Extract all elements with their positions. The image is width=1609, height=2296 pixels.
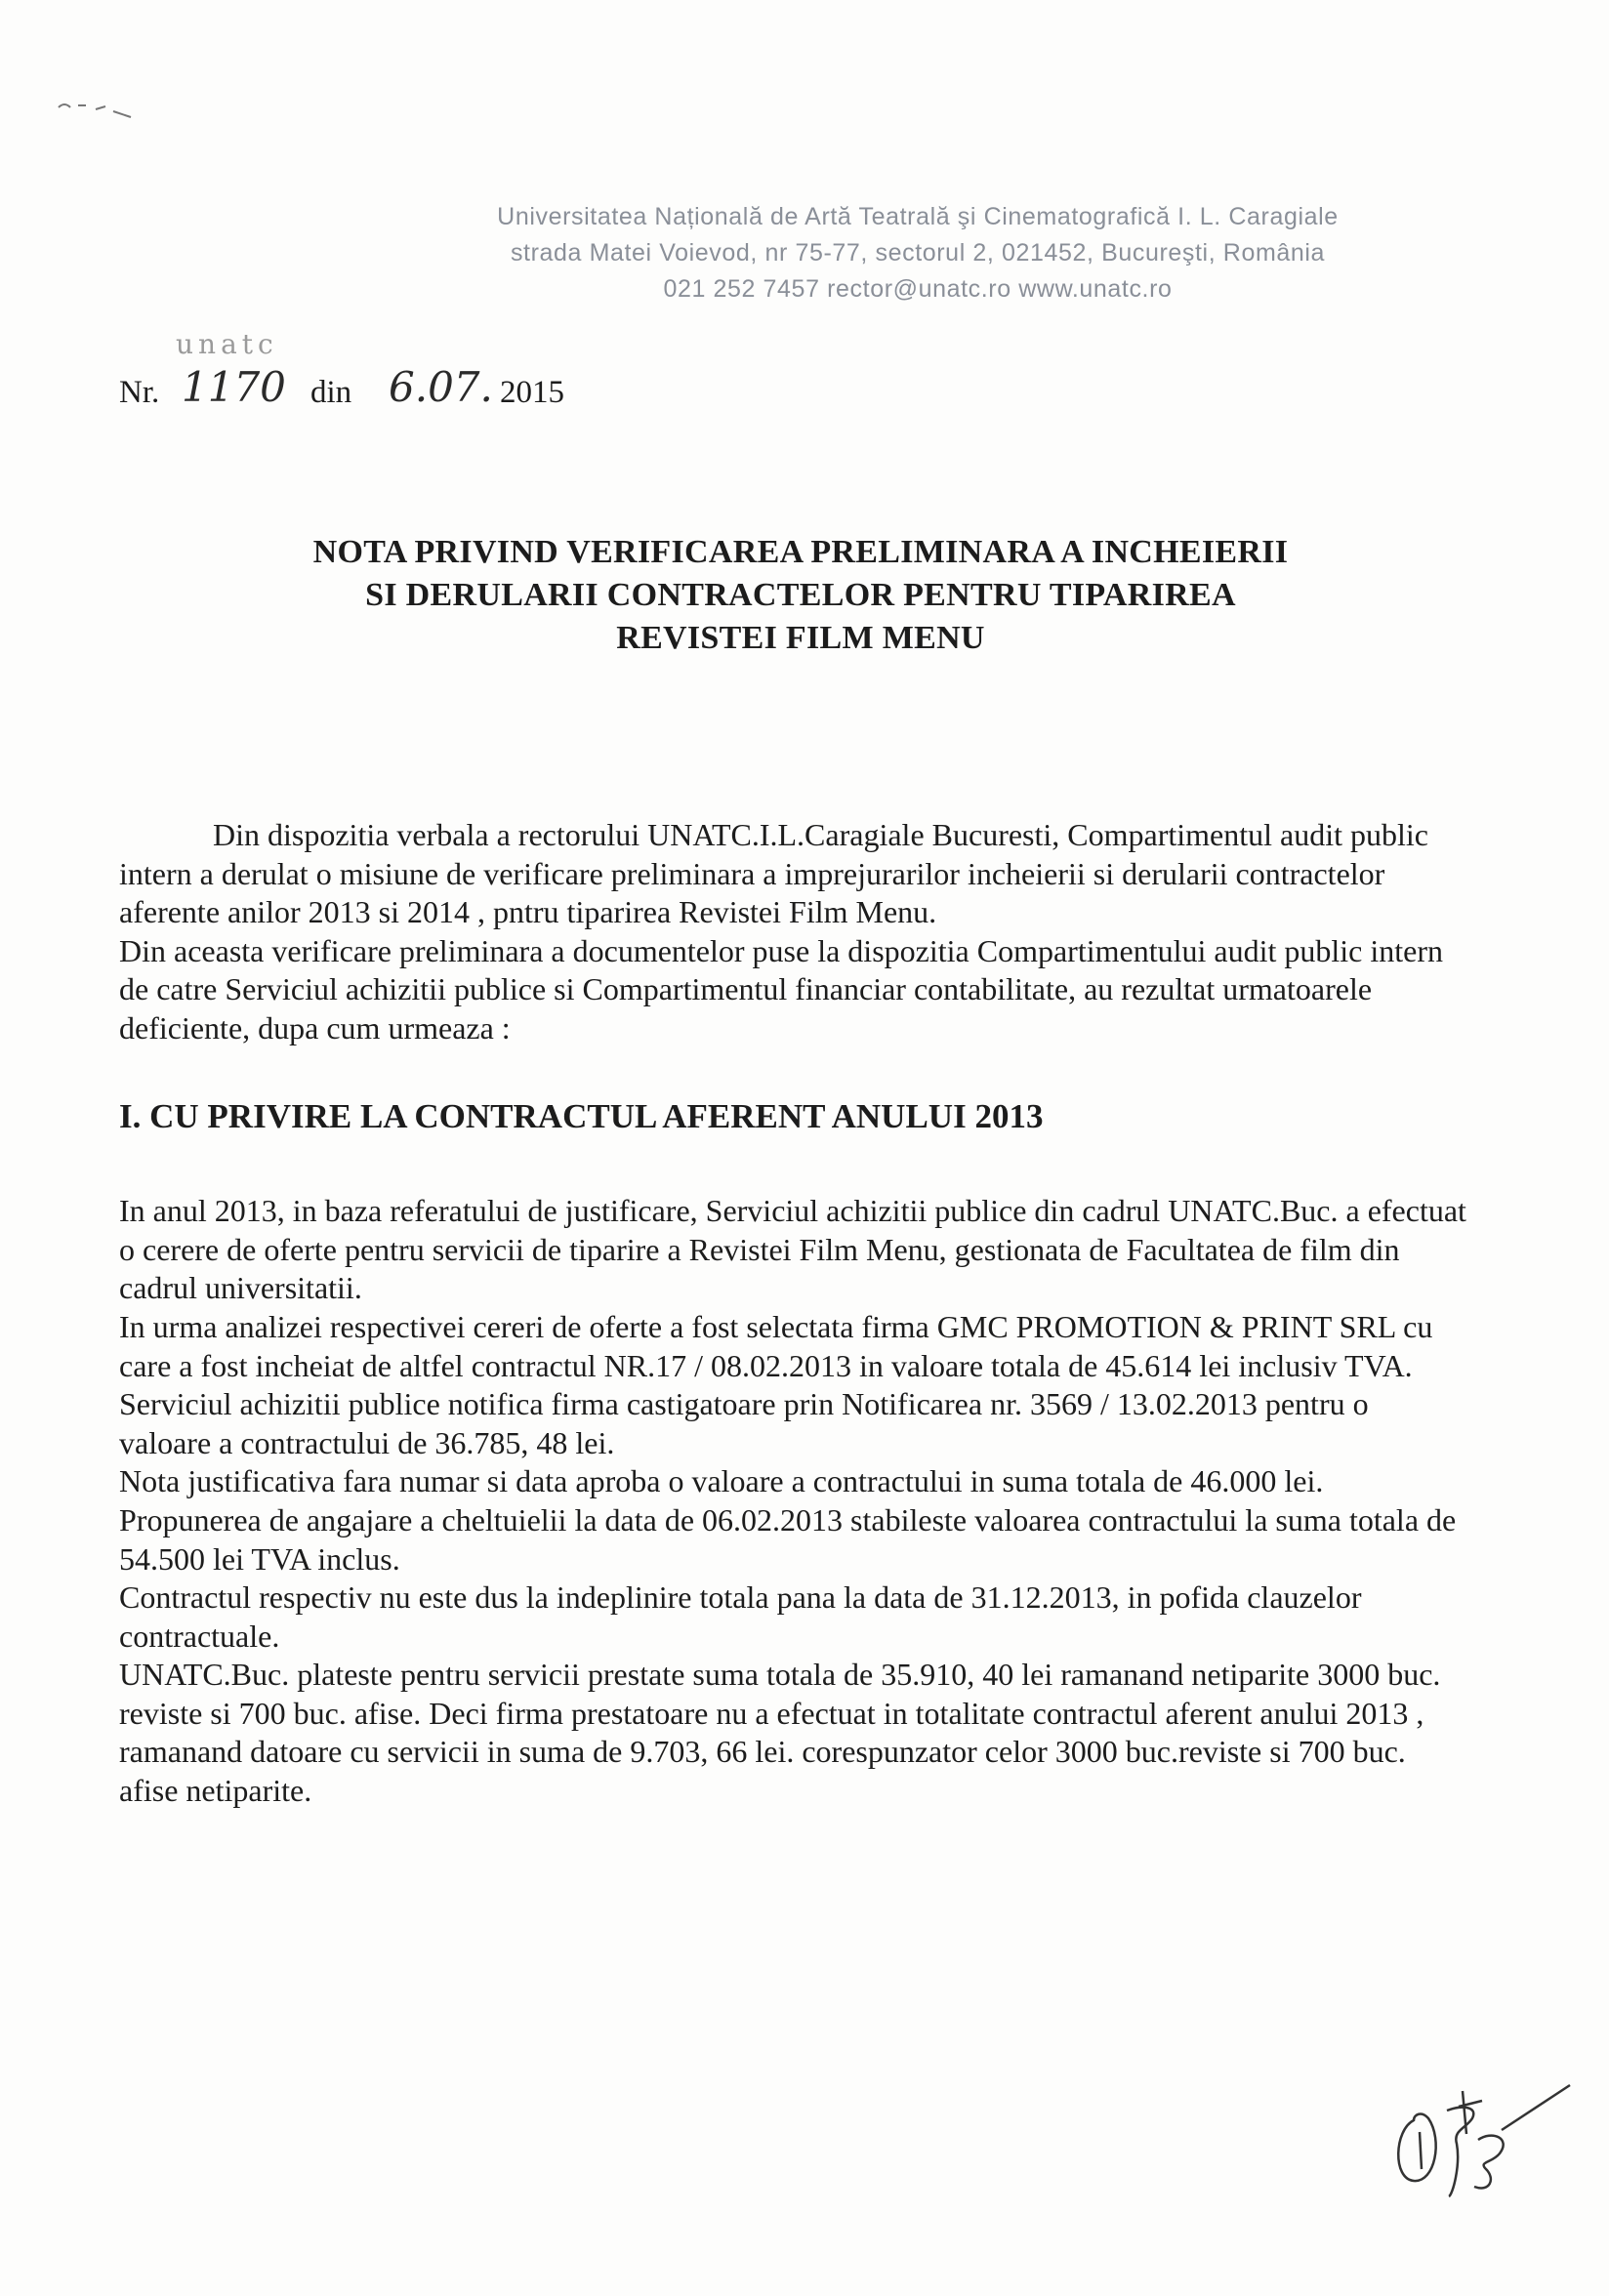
registration-nr-label: Nr. xyxy=(119,375,160,410)
registration-date: 6.07. xyxy=(389,363,493,411)
intro-paragraph: Din aceasta verificare preliminara a documentelor puse la dispozitia Compartimentului audit public intern de catre Serviciul achizitii publice si Compartimentul financiar contabilitate, au rezultat urmatoarele deficiente, dupa cum urmeaza : xyxy=(119,932,1443,1046)
title-line-1: NOTA PRIVIND VERIFICAREA PRELIMINARA A INCHEIERII xyxy=(312,534,1289,570)
institution-stamp-text: unatc xyxy=(176,328,278,360)
letterhead-contact: 021 252 7457 rector@unatc.ro www.unatc.ro xyxy=(663,275,1173,303)
intro-paragraph: Din dispozitia verbala a rectorului UNATC.I.L.Caragiale Bucuresti, Compartimentul audit public intern a derulat o misiune de verificare preliminara a imprejurarilor incheierii si derularii contractelor aferente anilor 2013 si 2014 , pntru tiparirea Revistei Film Menu. xyxy=(119,817,1428,930)
letterhead xyxy=(332,199,1504,308)
document-title xyxy=(176,531,1425,660)
body-paragraph: UNATC.Buc. plateste pentru servicii prestate suma totala de 35.910, 40 lei ramanand netiparite 3000 buc. reviste si 700 buc. afise. Deci firma prestatoare nu a efectuat in totalitate contractul aferent anului 2013 , ramanand datoare cu servicii in suma de 9.703, 66 lei. corespunzator celor 3000 buc.reviste si 700 buc. afise netiparite. xyxy=(119,1657,1441,1809)
registration-number: 1170 xyxy=(182,363,286,411)
body-paragraph: In urma analizei respectivei cereri de oferte a fost selectata firma GMC PROMOTION & PRINT SRL cu care a fost incheiat de altfel contractul NR.17 / 08.02.2013 in valoare totala de 45.614 lei inclusiv TVA. xyxy=(119,1308,1433,1383)
body-paragraph: In anul 2013, in baza referatului de justificare, Serviciul achizitii publice din cadrul UNATC.Buc. a efectuat o cerere de oferte pentru servicii de tiparire a Revistei Film Menu, gestionata de Facultatea de film din cadrul universitatii. xyxy=(119,1193,1466,1306)
registration-year: 2015 xyxy=(500,375,564,410)
scan-artifact-marks xyxy=(57,86,164,125)
document-body xyxy=(119,816,1466,1811)
body-paragraph: Propunerea de angajare a cheltuielii la data de 06.02.2013 stabileste valoarea contractului la suma totala de 54.500 lei TVA inclus. xyxy=(119,1501,1457,1577)
title-line-3: REVISTEI FILM MENU xyxy=(616,620,985,656)
title-line-2: SI DERULARII CONTRACTELOR PENTRU TIPARIREA xyxy=(365,577,1236,613)
letterhead-institution: Universitatea Națională de Artă Teatrală şi Cinematografică I. L. Caragiale xyxy=(497,203,1339,230)
letterhead-address: strada Matei Voievod, nr 75-77, sectorul 2, 021452, Bucureşti, România xyxy=(510,239,1326,266)
section-heading: I. CU PRIVIRE LA CONTRACTUL AFERENT ANULUI 2013 xyxy=(119,1096,1044,1135)
handwritten-signature xyxy=(1384,2071,1580,2208)
body-paragraph: Contractul respectiv nu este dus la indeplinire totala pana la data de 31.12.2013, in pofida clauzelor contractuale. xyxy=(119,1579,1362,1654)
body-paragraph: Serviciul achizitii publice notifica firma castigatoare prin Notificarea nr. 3569 / 13.02.2013 pentru o valoare a contractului de 36.785, 48 lei. xyxy=(119,1386,1369,1460)
registration-din-label: din xyxy=(310,375,352,410)
body-paragraph: Nota justificativa fara numar si data aproba o valoare a contractului in suma totala de 46.000 lei. xyxy=(119,1463,1324,1499)
